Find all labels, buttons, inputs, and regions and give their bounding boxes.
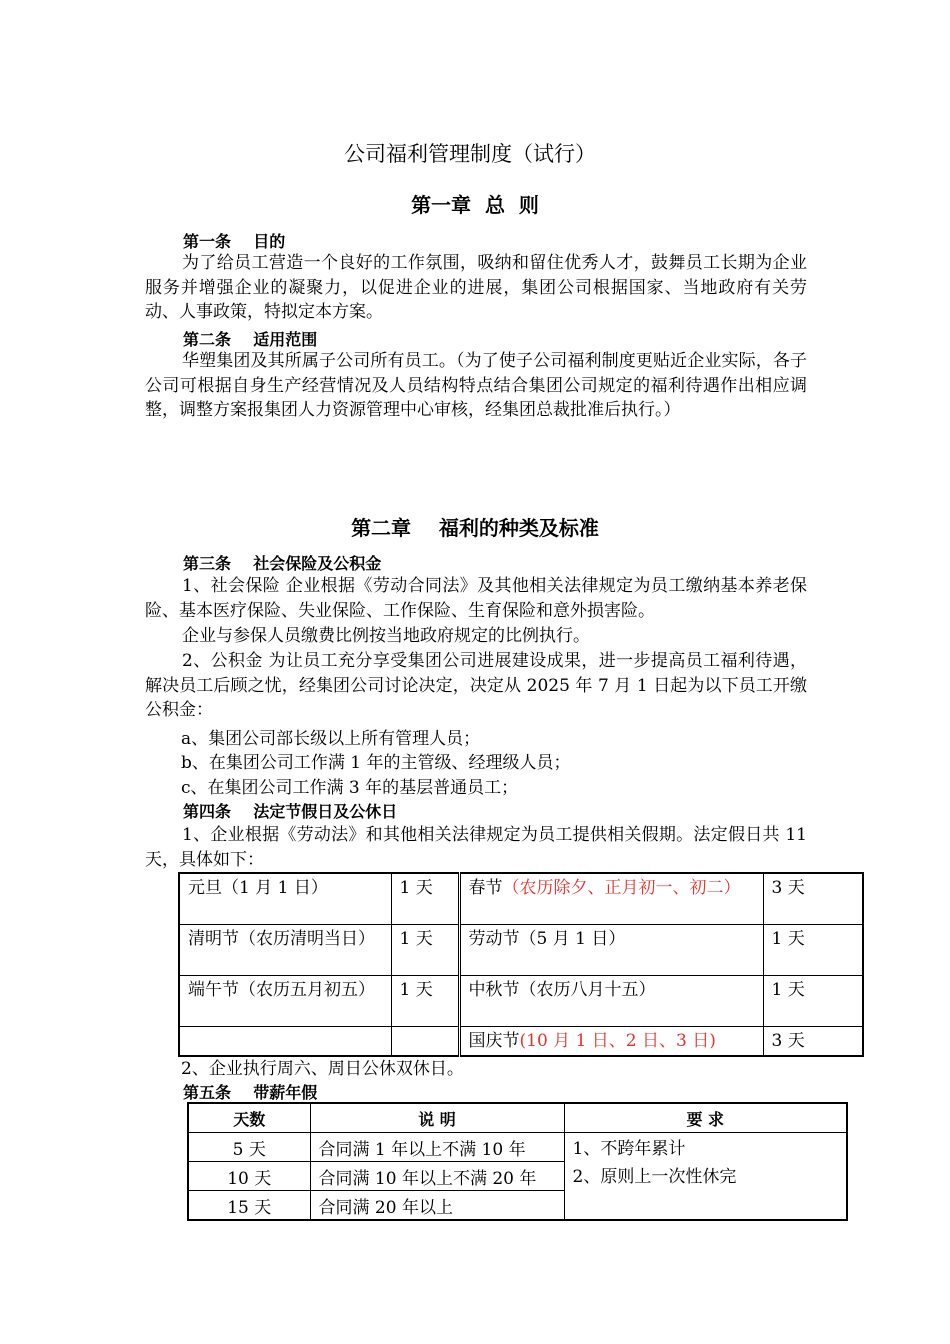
holiday-days: 1 天 — [763, 924, 863, 975]
article-4-weekend: 2、企业执行周六、周日公休双休日。 — [181, 1059, 464, 1079]
article-2-heading: 第二条 适用范围 — [183, 330, 318, 349]
table-row — [188, 1133, 847, 1162]
article-3-housing-fund: 2、公积金 为让员工充分享受集团公司进展建设成果，进一步提高员工福利待遇，解决员工后顾之忧，经集团公司讨论决定，决定从 2025 年 7 月 1 日起为以下员工开缴公积金： — [145, 651, 807, 720]
annual-leave-table — [187, 1102, 848, 1221]
table-header-row — [188, 1103, 847, 1133]
column-header-desc: 说 明 — [310, 1103, 564, 1133]
holiday-days: 3 天 — [763, 1026, 863, 1056]
article-3-list-a: a、集团公司部长级以上所有管理人员； — [181, 729, 481, 749]
table-row — [179, 873, 863, 924]
holiday-name — [179, 1026, 391, 1056]
holiday-days: 1 天 — [763, 975, 863, 1026]
column-header-req: 要 求 — [564, 1103, 847, 1133]
holiday-name: 中秋节（农历八月十五） — [459, 975, 763, 1026]
leave-requirements — [564, 1133, 847, 1221]
holiday-days — [391, 1026, 459, 1056]
table-row — [179, 924, 863, 975]
article-3-contribution-ratio: 企业与参保人员缴费比例按当地政府规定的比例执行。 — [182, 626, 590, 646]
holiday-days: 1 天 — [391, 873, 459, 924]
article-3-list-b: b、在集团公司工作满 1 年的主管级、经理级人员； — [181, 753, 571, 773]
holiday-name: 劳动节（5 月 1 日） — [459, 924, 763, 975]
holiday-note: (10 月 1 日、2 日、3 日) — [519, 1030, 716, 1051]
article-4-text: 1、企业根据《劳动法》和其他相关法律规定为员工提供相关假期。法定假日共 11 天，具体如下： — [145, 825, 807, 870]
article-3-social-insurance: 1、社会保险 企业根据《劳动合同法》及其他相关法律规定为员工缴纳基本养老保险、基本医疗保险、失业保险、工作保险、生育保险和意外损害险。 — [145, 576, 807, 621]
leave-days: 15 天 — [188, 1191, 310, 1221]
holiday-name: 元旦（1 月 1 日） — [179, 873, 391, 924]
leave-days: 5 天 — [188, 1133, 310, 1162]
leave-desc: 合同满 10 年以上不满 20 年 — [310, 1162, 564, 1191]
holiday-name: 端午节（农历五月初五） — [179, 975, 391, 1026]
chapter-2-heading: 第二章 福利的种类及标准 — [351, 516, 599, 540]
chapter-1-heading: 第一章 总 则 — [411, 193, 539, 217]
document-title: 公司福利管理制度（试行） — [344, 142, 596, 166]
holiday-name-text: 春节 — [468, 878, 503, 898]
holiday-days: 3 天 — [763, 873, 863, 924]
requirement-2: 2、原则上一次性休完 — [572, 1167, 737, 1187]
article-3-list-c: c、在集团公司工作满 3 年的基层普通员工； — [181, 778, 519, 798]
leave-days: 10 天 — [188, 1162, 310, 1191]
holiday-note: （农历除夕、正月初一、初二） — [502, 878, 741, 898]
holiday-name-text: 国庆节 — [468, 1030, 520, 1051]
holiday-days: 1 天 — [391, 975, 459, 1026]
article-3-heading: 第三条 社会保险及公积金 — [183, 554, 382, 573]
column-header-days: 天数 — [188, 1103, 310, 1133]
holiday-days: 1 天 — [391, 924, 459, 975]
article-5-heading: 第五条 带薪年假 — [183, 1083, 318, 1102]
article-2-text: 华塑集团及其所属子公司所有员工。（为了使子公司福利制度更贴近企业实际，各子公司可根据自身生产经营情况及人员结构特点结合集团公司规定的福利待遇作出相应调整，调整方案报集团人力资源管理中心审核，经集团总裁批准后执行。） — [145, 351, 807, 420]
requirement-1: 1、不跨年累计 — [572, 1139, 686, 1159]
leave-desc: 合同满 20 年以上 — [310, 1191, 564, 1221]
holiday-name: 清明节（农历清明当日） — [179, 924, 391, 975]
article-1-heading: 第一条 目的 — [183, 232, 286, 251]
holiday-name — [459, 1026, 763, 1056]
holiday-name — [459, 873, 763, 924]
table-row — [179, 975, 863, 1026]
table-row — [179, 1026, 863, 1056]
holiday-table — [178, 872, 864, 1057]
leave-desc: 合同满 1 年以上不满 10 年 — [310, 1133, 564, 1162]
article-4-heading: 第四条 法定节假日及公休日 — [183, 802, 398, 821]
article-1-text: 为了给员工营造一个良好的工作氛围，吸纳和留住优秀人才，鼓舞员工长期为企业服务并增强企业的凝聚力，以促进企业的进展，集团公司根据国家、当地政府有关劳动、人事政策，特拟定本方案。 — [145, 253, 807, 322]
